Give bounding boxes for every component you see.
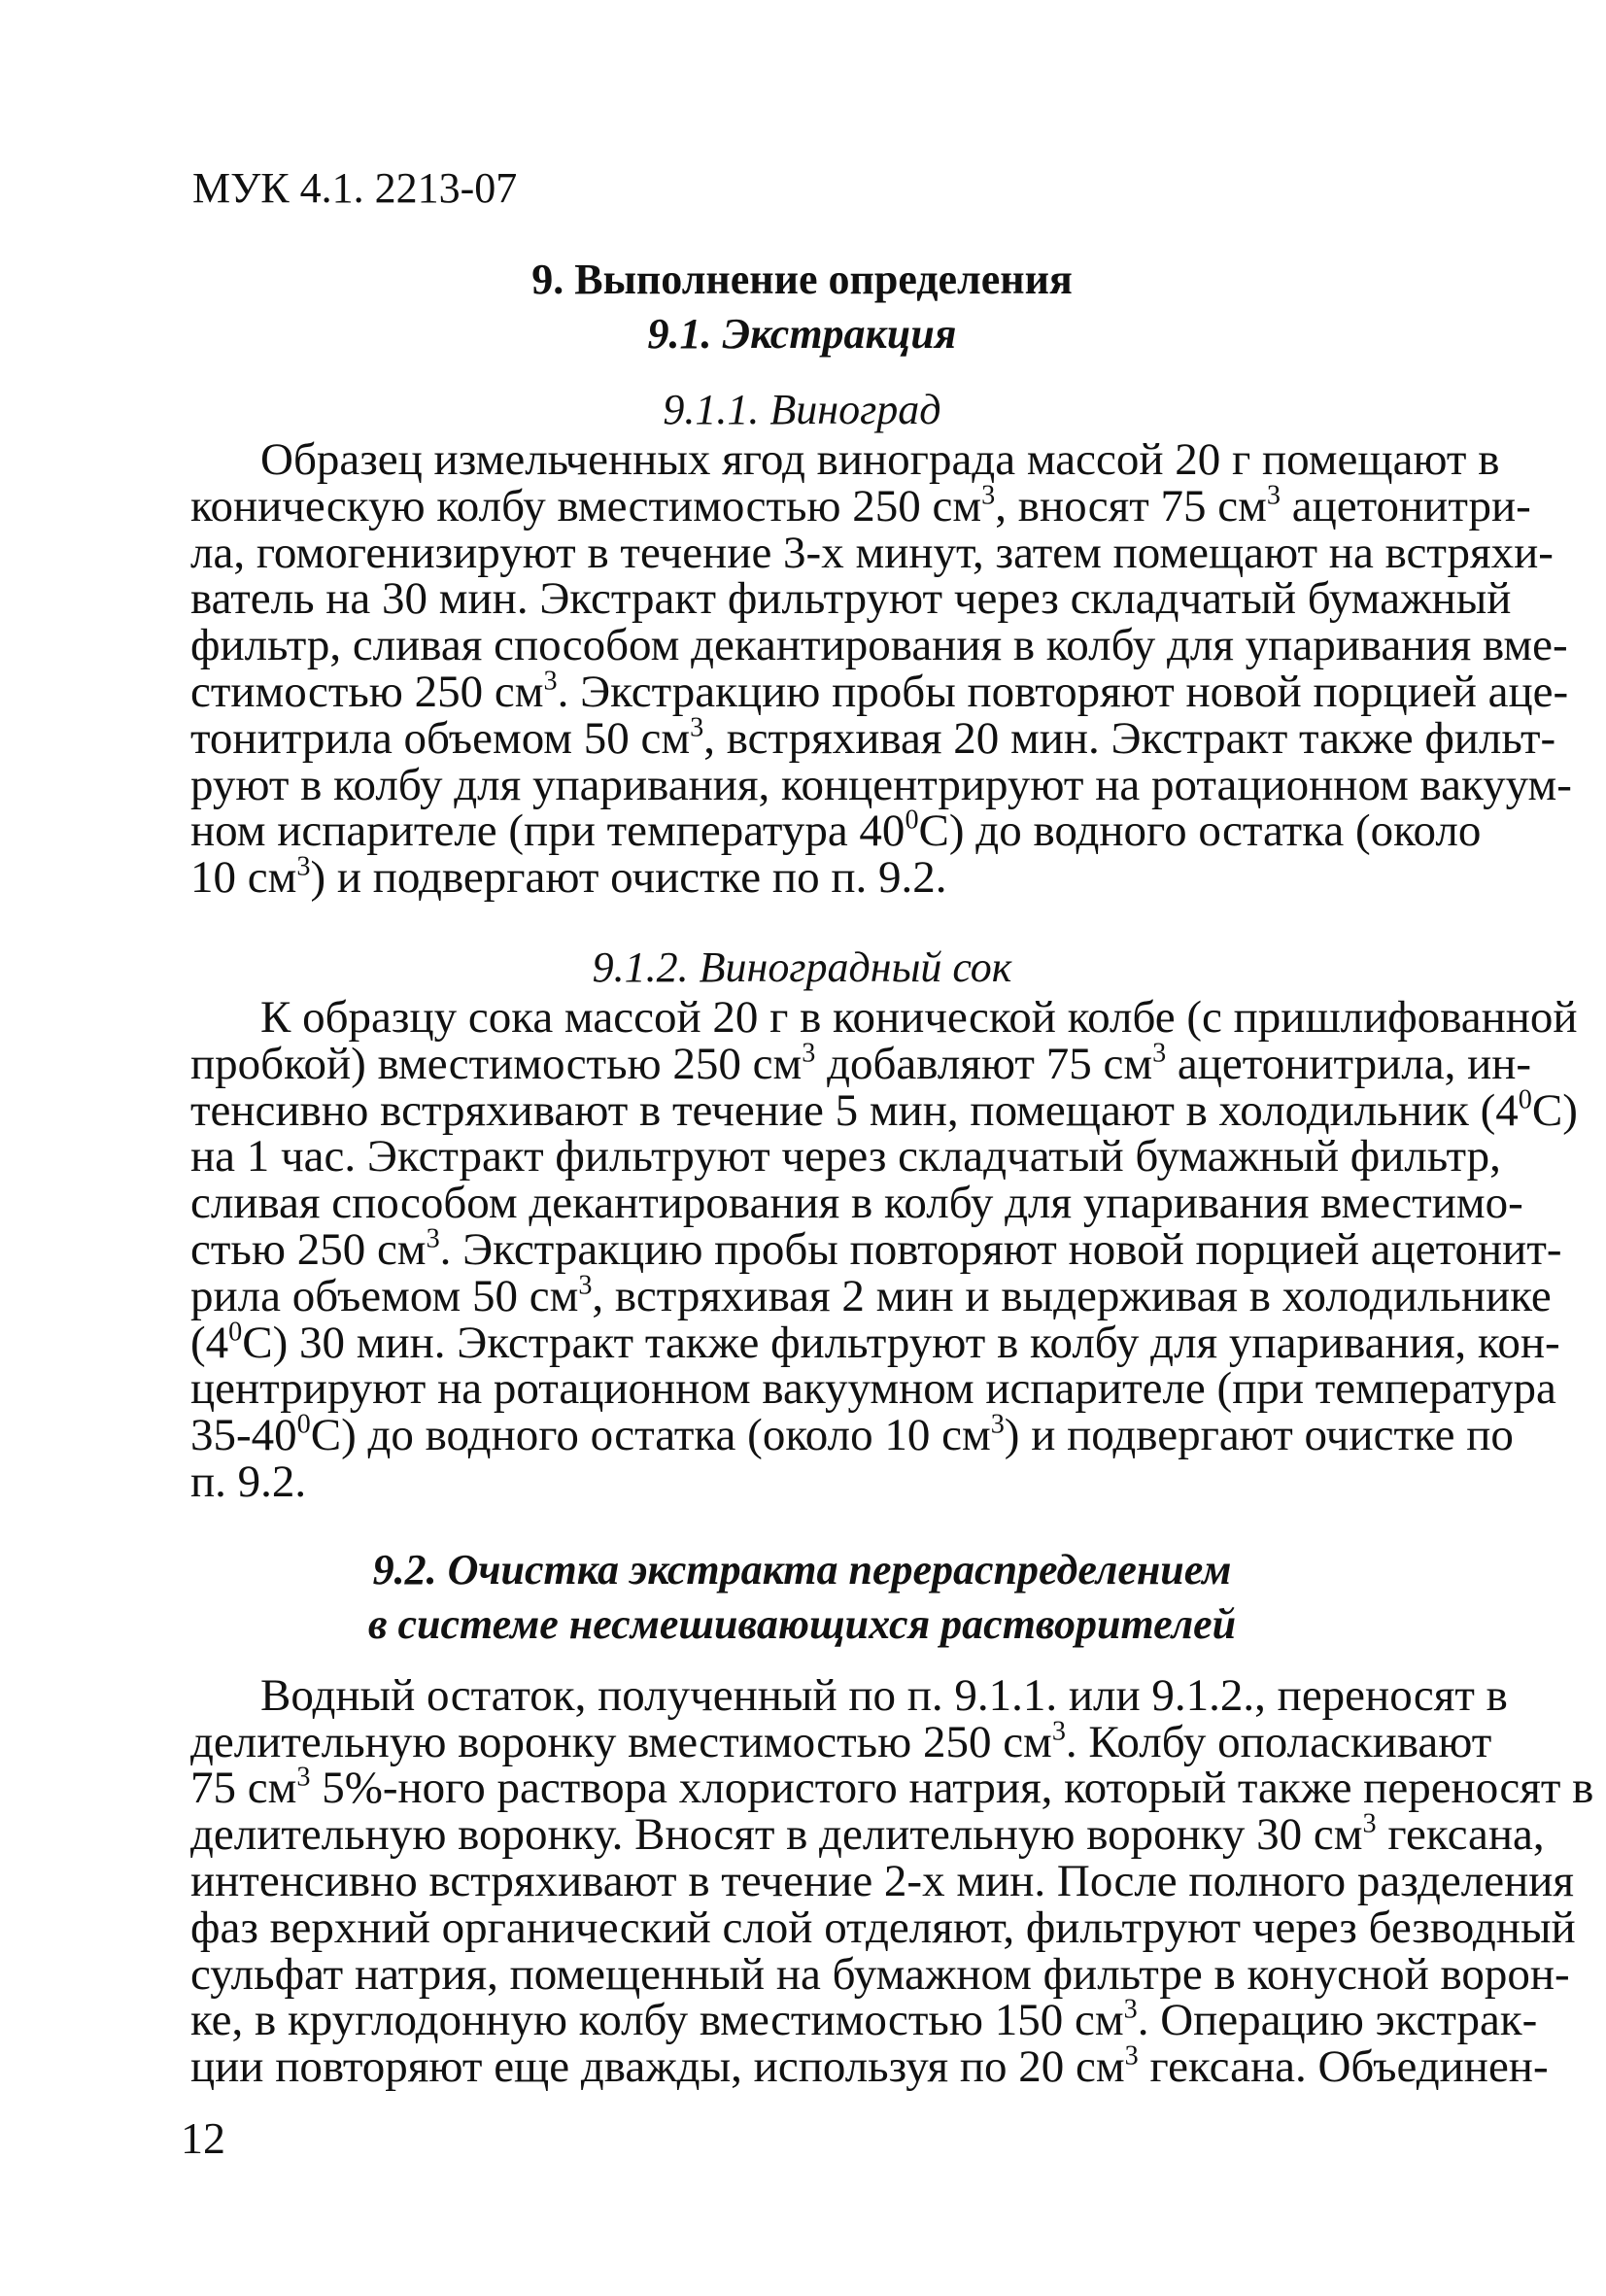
superscript: 0 bbox=[296, 1409, 311, 1440]
paragraph-cleanup bbox=[190, 1669, 1594, 2093]
page-content bbox=[190, 253, 1594, 2093]
text-run: добавляют 75 см bbox=[815, 1038, 1153, 1089]
subsection-title-grapes: 9.1.1. Виноград bbox=[663, 386, 941, 433]
text-run: делительную воронку вместимостью 250 см bbox=[190, 1716, 1052, 1767]
superscript: 3 bbox=[1124, 2040, 1139, 2072]
superscript: 0 bbox=[228, 1317, 243, 1348]
text-run: фаз верхний органический слой отделяют, фильтруют через безводный bbox=[190, 1902, 1576, 1953]
text-line bbox=[190, 1456, 1414, 1507]
text-run: . Колбу ополаскивают bbox=[1065, 1716, 1492, 1767]
text-run: , встряхивая 20 мин. Экстракт также фильт- bbox=[703, 712, 1556, 764]
text-line bbox=[190, 1131, 1501, 1182]
superscript: 3 bbox=[990, 1409, 1005, 1440]
text-line bbox=[190, 434, 1500, 485]
superscript: 3 bbox=[1266, 480, 1281, 511]
text-line bbox=[190, 480, 1531, 531]
text-run: 35-40 bbox=[190, 1410, 297, 1461]
text-line bbox=[190, 1762, 1594, 1814]
text-run: рила объемом 50 см bbox=[190, 1270, 579, 1321]
text-run: ацетонитрила, ин- bbox=[1166, 1038, 1532, 1089]
text-run: стью 250 см bbox=[190, 1223, 427, 1275]
text-run: п. 9.2. bbox=[190, 1456, 307, 1507]
text-run: Водный остаток, полученный по п. 9.1.1. или 9.1.2., переносят в bbox=[260, 1669, 1508, 1721]
text-run: на 1 час. Экстракт фильтруют через складчатый бумажный фильтр, bbox=[190, 1131, 1501, 1182]
text-run: С) до водного остатка (около bbox=[918, 805, 1482, 857]
chapter-title: 9. Выполнение определения bbox=[531, 256, 1073, 303]
text-line bbox=[190, 1223, 1562, 1275]
subsection-title-grape-juice: 9.1.2. Виноградный сок bbox=[592, 942, 1012, 991]
text-run: К образцу сока массой 20 г в конической колбе (с пришлифованной bbox=[260, 991, 1578, 1043]
text-run: гексана. Объединен- bbox=[1138, 2041, 1549, 2093]
text-line bbox=[190, 1178, 1523, 1229]
superscript: 3 bbox=[1051, 1716, 1066, 1747]
superscript: 3 bbox=[981, 480, 996, 511]
text-run: пробкой) вместимостью 250 см bbox=[190, 1038, 803, 1089]
superscript: 3 bbox=[690, 712, 704, 743]
text-line bbox=[190, 527, 1554, 578]
text-line bbox=[190, 759, 1572, 810]
text-run: стимостью 250 см bbox=[190, 666, 544, 717]
text-line bbox=[190, 1808, 1545, 1861]
text-run: . Экстракцию пробы повторяют новой порцией ацетонит- bbox=[439, 1223, 1562, 1275]
text-run: Образец измельченных ягод винограда массой 20 г помещают в bbox=[260, 434, 1500, 485]
superscript: 3 bbox=[543, 666, 558, 697]
section-title-cleanup-line2: в системе несмешивающихся растворителей bbox=[367, 1599, 1237, 1648]
text-run: сульфат натрия, помещенный на бумажном фильтре в конусной ворон- bbox=[190, 1948, 1570, 2000]
text-line bbox=[190, 1317, 1560, 1368]
text-run: 75 см bbox=[190, 1763, 297, 1814]
text-run: ном испарителе (при температура 40 bbox=[190, 805, 906, 857]
superscript: 3 bbox=[1362, 1808, 1377, 1839]
text-run: коническую колбу вместимостью 250 см bbox=[190, 480, 982, 531]
text-line bbox=[190, 851, 1414, 904]
text-line bbox=[190, 1270, 1552, 1321]
text-run: С) 30 мин. Экстракт также фильтруют в колбу для упаривания, кон- bbox=[242, 1317, 1560, 1368]
text-run: ции повторяют еще дважды, используя по 20 см bbox=[190, 2041, 1125, 2093]
text-run: фильтр, сливая способом декантирования в колбу для упаривания вме- bbox=[190, 620, 1568, 671]
text-line bbox=[190, 1855, 1574, 1906]
running-head: МУК 4.1. 2213-07 bbox=[192, 164, 518, 212]
text-run: . Экстракцию пробы повторяют новой порцией аце- bbox=[557, 666, 1569, 717]
superscript: 0 bbox=[905, 805, 919, 836]
text-run: интенсивно встряхивают в течение 2-х мин. После полного разделения bbox=[190, 1855, 1574, 1906]
text-run: 10 см bbox=[190, 852, 297, 904]
text-line bbox=[190, 1994, 1538, 2046]
text-run: делительную воронку. Вносят в делительную воронку 30 см bbox=[190, 1809, 1363, 1861]
text-line bbox=[190, 666, 1569, 717]
text-run: тонитрила объемом 50 см bbox=[190, 712, 691, 764]
text-run: руют в колбу для упаривания, концентрируют на ротационном вакуум- bbox=[190, 759, 1572, 810]
text-run: . Операцию экстрак- bbox=[1137, 1995, 1538, 2046]
text-line bbox=[190, 1409, 1514, 1461]
text-run: центрируют на ротационном вакуумном испарителе (при температура bbox=[190, 1363, 1556, 1415]
text-line bbox=[190, 1902, 1576, 1953]
text-run: гексана, bbox=[1376, 1809, 1545, 1861]
text-run: ацетонитри- bbox=[1280, 480, 1531, 531]
superscript: 3 bbox=[802, 1038, 816, 1069]
text-line bbox=[190, 1084, 1578, 1136]
section-title-cleanup-line1: 9.2. Очистка экстракта перераспределением bbox=[372, 1545, 1232, 1593]
text-line bbox=[190, 991, 1578, 1043]
text-line bbox=[190, 573, 1512, 625]
text-line bbox=[190, 2040, 1549, 2093]
paragraph-grapes bbox=[190, 434, 1572, 904]
superscript: 0 bbox=[1518, 1084, 1532, 1115]
superscript: 3 bbox=[296, 1762, 311, 1793]
text-run: ) и подвергают очистке по п. 9.2. bbox=[310, 852, 947, 904]
page-number: 12 bbox=[181, 2113, 225, 2163]
superscript: 3 bbox=[296, 851, 311, 882]
text-run: (4 bbox=[190, 1317, 229, 1368]
paragraph-grape-juice bbox=[190, 991, 1578, 1507]
superscript: 3 bbox=[1152, 1038, 1167, 1069]
superscript: 3 bbox=[1123, 1994, 1138, 2025]
text-run: , вносят 75 см bbox=[995, 480, 1267, 531]
text-run: ) и подвергают очистке по bbox=[1004, 1410, 1514, 1461]
section-title-extraction: 9.1. Экстракция bbox=[647, 310, 957, 358]
text-run: С) до водного остатка (около 10 см bbox=[310, 1410, 991, 1461]
text-line bbox=[190, 805, 1482, 857]
text-run: ке, в круглодонную колбу вместимостью 150 см bbox=[190, 1995, 1124, 2046]
text-run: тенсивно встряхивают в течение 5 мин, помещают в холодильник (4 bbox=[190, 1084, 1519, 1136]
text-line bbox=[190, 712, 1556, 764]
text-run: 5%-ного раствора хлористого натрия, который также переносят в bbox=[310, 1763, 1594, 1814]
text-line bbox=[190, 1669, 1508, 1721]
superscript: 3 bbox=[578, 1270, 593, 1301]
text-run: ла, гомогенизируют в течение 3-х минут, затем помещают на встряхи- bbox=[190, 527, 1554, 578]
text-run: сливая способом декантирования в колбу для упаривания вместимо- bbox=[190, 1178, 1523, 1229]
text-line bbox=[190, 1038, 1532, 1089]
superscript: 3 bbox=[426, 1223, 440, 1254]
text-line bbox=[190, 1716, 1492, 1767]
text-line bbox=[190, 1363, 1556, 1415]
text-line bbox=[190, 1948, 1570, 2000]
text-run: , встряхивая 2 мин и выдерживая в холодильнике bbox=[592, 1270, 1552, 1321]
text-run: ватель на 30 мин. Экстракт фильтруют через складчатый бумажный bbox=[190, 573, 1512, 625]
text-run: С) bbox=[1531, 1084, 1578, 1136]
text-line bbox=[190, 620, 1568, 671]
